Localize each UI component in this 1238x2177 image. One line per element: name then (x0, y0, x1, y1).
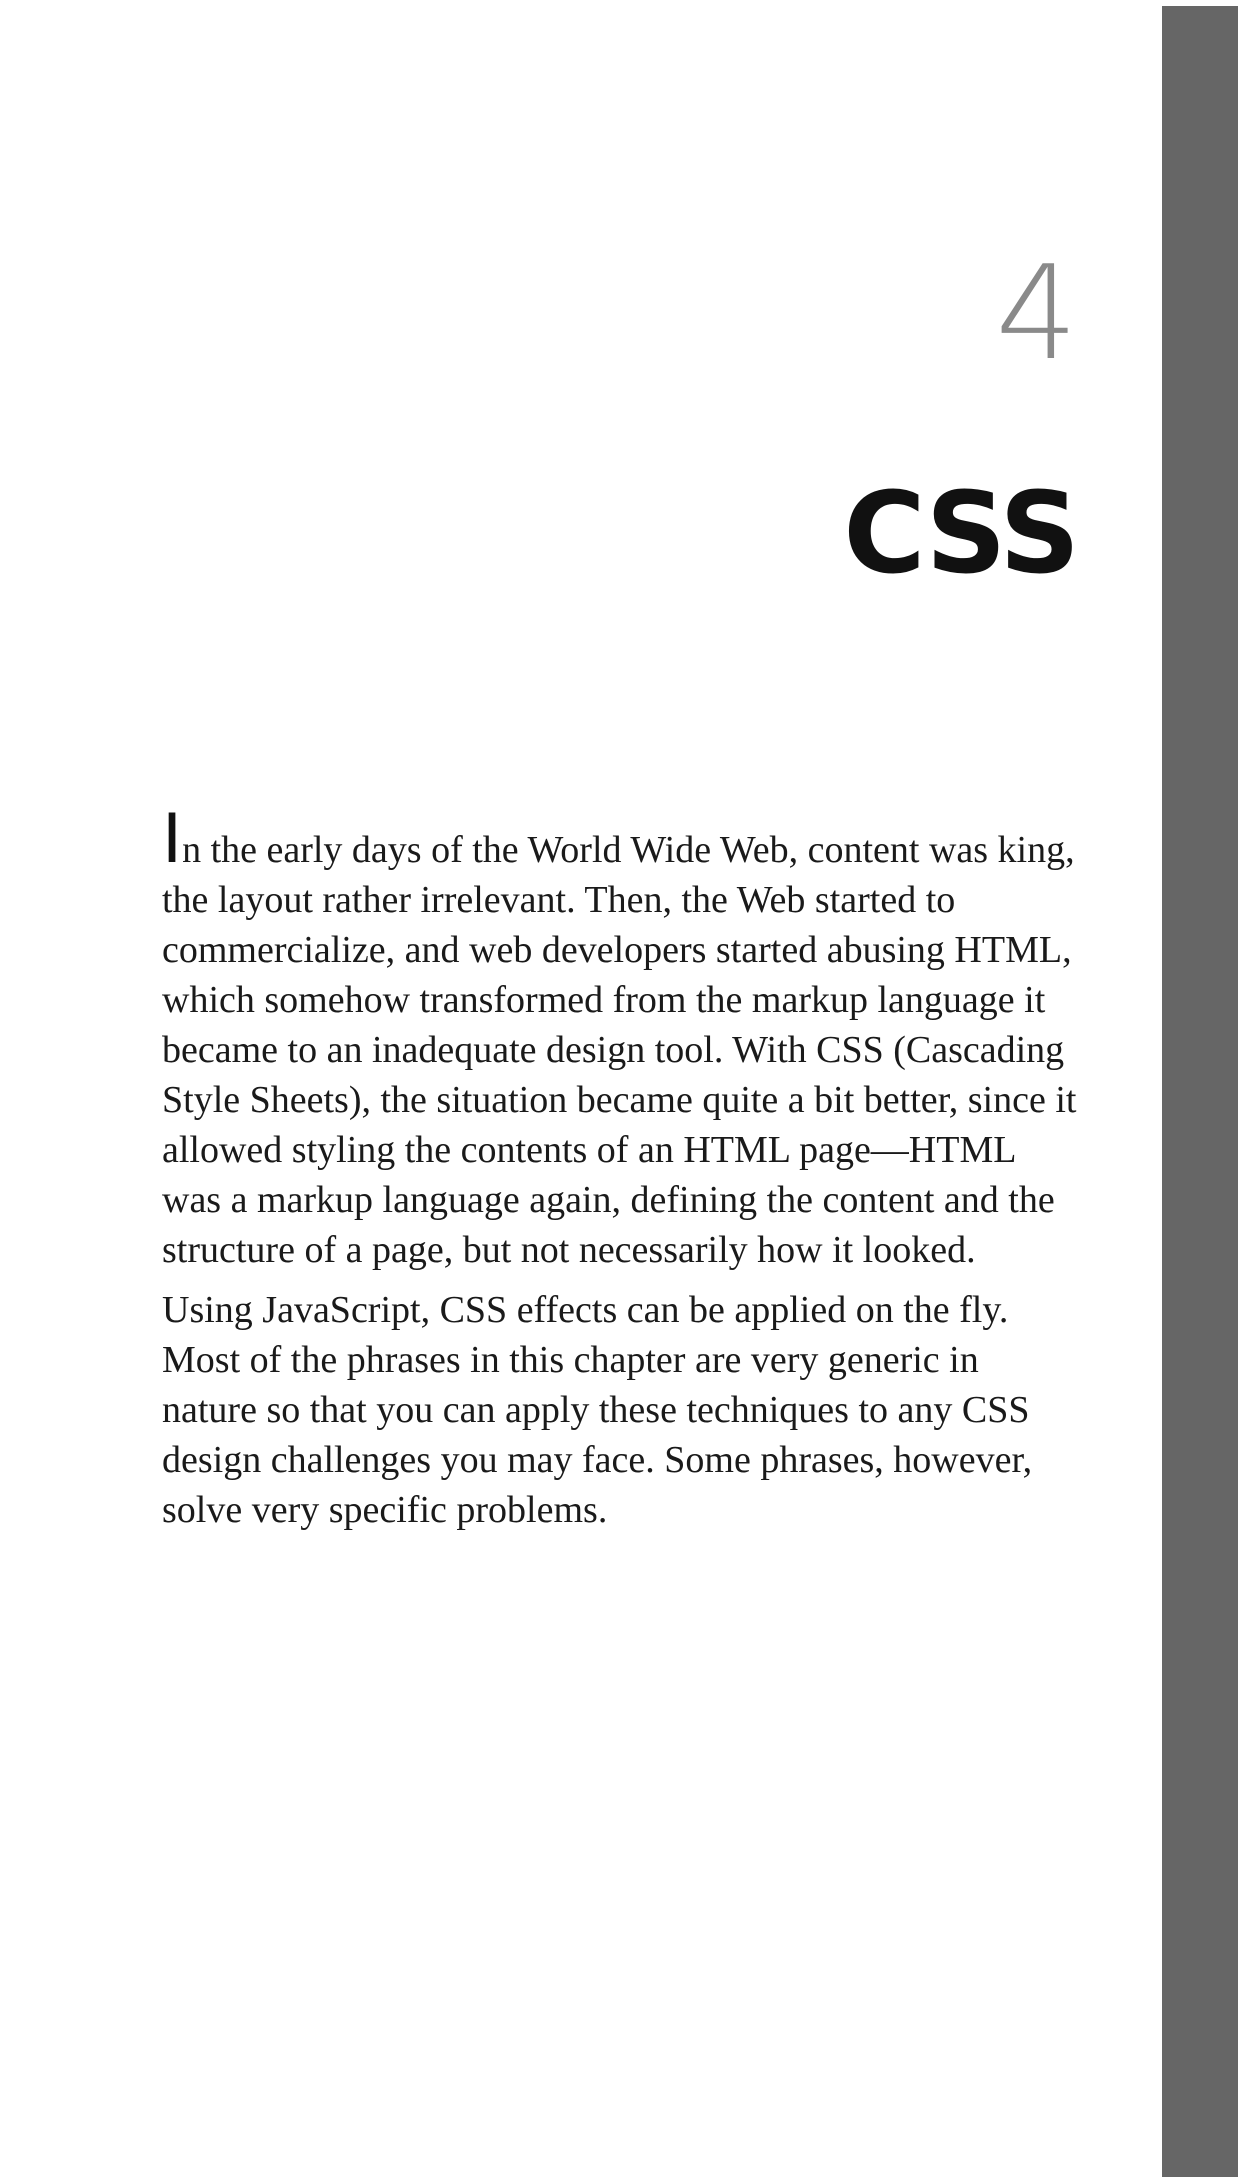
drop-cap: I (162, 800, 183, 879)
intro-paragraph-1-text: n the early days of the World Wide Web, content was king, the layout rather irrelevant. Then, the Web started to commercialize, and web developers started abusing HTML, which somehow transformed from the markup language it became to an inadequate design tool. With CSS (Cascading Style Sheets), the situation became quite a bit better, since it allowed styling the contents of an HTML page—HTML was a markup language again, defining the content and the structure of a page, but not necessarily how it looked. (162, 829, 1077, 1271)
chapter-title: CSS (843, 469, 1078, 599)
intro-paragraph-1 (162, 800, 1082, 1275)
chapter-number: 4 (995, 237, 1078, 389)
intro-paragraph-2: Using JavaScript, CSS effects can be applied on the fly. Most of the phrases in this chapter are very generic in nature so that you can apply these techniques to any CSS design challenges you may face. Some phrases, however, solve very specific problems. (162, 1289, 1033, 1531)
chapter-intro (162, 800, 1082, 1545)
chapter-side-tab (1162, 6, 1238, 2177)
